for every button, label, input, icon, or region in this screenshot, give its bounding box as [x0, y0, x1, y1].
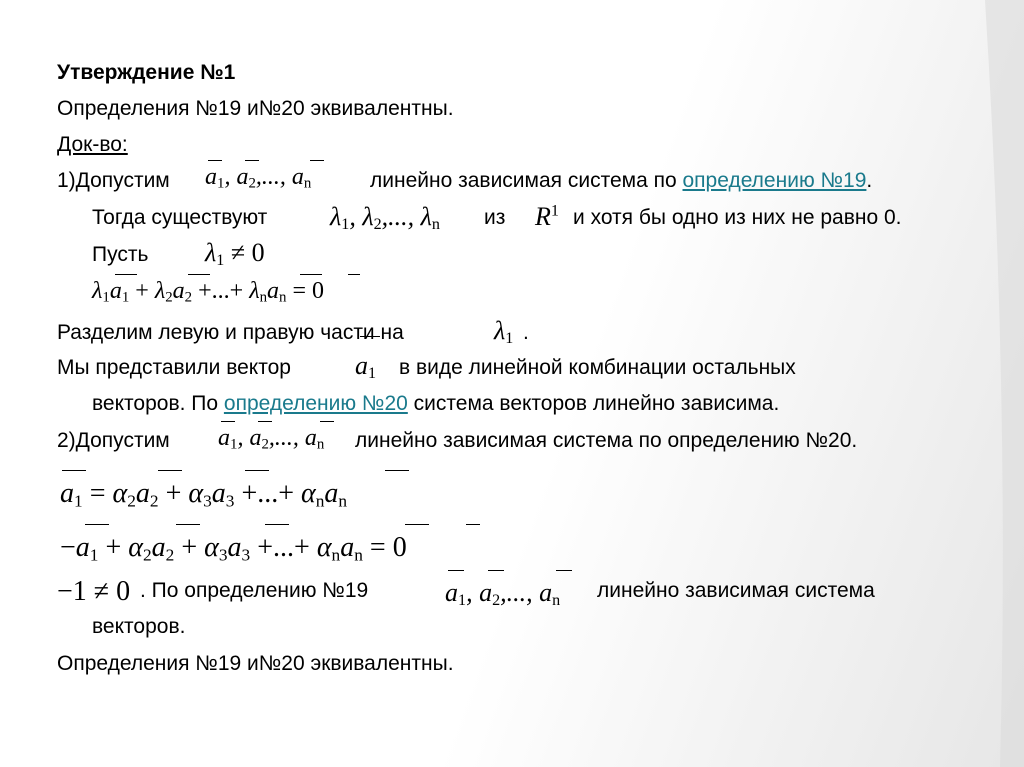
vector-bar [115, 274, 137, 275]
negated-combination-formula: $-a_1 + \alpha_2a_2 + \alpha_3a_3$ +...+ $\alpha_na_n = 0$ [60, 532, 407, 565]
vector-bar [488, 570, 504, 571]
vector-system-formula-1: $a_1$, $a_2$,..., $a_n$ [205, 164, 312, 192]
vector-bar [466, 524, 480, 525]
conclusion-text: Определения №19 и№20 эквивалентны. [57, 652, 454, 675]
vector-bar [448, 570, 464, 571]
vector-bar [176, 524, 200, 525]
part1-represented: Мы представили вектор [57, 356, 291, 379]
vector-bar [158, 470, 182, 471]
period: . [866, 169, 873, 192]
part1-let: Пусть [92, 243, 149, 266]
part1-vectors-by: векторов. По [92, 392, 219, 415]
vector-bar [360, 336, 380, 337]
vector-bar [245, 470, 269, 471]
vector-bar [188, 274, 210, 275]
part1-system-dependent: система векторов линейно зависима. [413, 392, 780, 415]
vector-bar [62, 470, 86, 471]
definition-20-link[interactable]: определению №20 [223, 392, 408, 415]
vector-system-formula-2: $a_1$, $a_2$,..., $a_n$ [218, 425, 325, 453]
part2-assume: 2)Допустим [57, 429, 170, 452]
a1-expansion-formula: $a_1 = \alpha_2a_2 + \alpha_3a_3$ +...+ $\alpha_na_n$ [60, 478, 348, 511]
r1-formula: $R^1$ [535, 202, 559, 231]
minus-one-nonzero-formula: −1 ≠ 0 [57, 576, 131, 607]
part1-then-exist: Тогда существуют [92, 206, 268, 229]
lambda1-formula: $\lambda_1$ [494, 316, 514, 348]
part1-dependent-text [370, 168, 872, 194]
vector-bar [348, 274, 360, 275]
vector-bar [300, 274, 322, 275]
part1-vectors-line [92, 391, 779, 417]
statement-heading: Утверждение №1 [57, 61, 236, 84]
vector-bar [310, 160, 324, 161]
vector-bar [245, 160, 259, 161]
part1-as-combination: в виде линейной комбинации остальных [399, 356, 796, 379]
linear-combination-zero-formula: $\lambda_1a_1 + \lambda_2a_2$ +...+ $\lambda_na_n = 0$ [92, 278, 325, 306]
vector-bar [320, 421, 334, 422]
definition-19-link[interactable]: определению №19 [682, 169, 867, 192]
vector-system-formula-3: $a_1$, $a_2$,..., $a_n$ [445, 578, 561, 610]
vector-bar [265, 524, 289, 525]
part1-from: из [484, 206, 506, 229]
vector-bar [385, 470, 409, 471]
vector-bar [405, 524, 429, 525]
part1-divide: Разделим левую и правую части на [57, 321, 404, 344]
proof-label: Док-во: [57, 133, 128, 156]
vector-bar [556, 570, 572, 571]
part2-dependent-system: линейно зависимая система [597, 579, 875, 602]
divide-dot: . [523, 321, 529, 344]
lambda1-nonzero-formula: $\lambda_1 \ne 0$ [205, 238, 265, 270]
part2-dependent-by20: линейно зависимая система по определению №20. [355, 429, 858, 452]
vector-bar [208, 160, 222, 161]
part1-assume: 1)Допустим [57, 169, 170, 192]
a1-formula: $a_1$ [355, 351, 377, 383]
part2-vectors: векторов. [92, 615, 186, 638]
lambda-list-formula: $\lambda_1$, $\lambda_2$,..., $\lambda_n$ [330, 202, 440, 234]
part2-by-def19: . По определению №19 [140, 579, 369, 602]
vector-bar [258, 421, 272, 422]
part1-at-least-one: и хотя бы одно из них не равно 0. [573, 206, 902, 229]
vector-bar [85, 524, 109, 525]
statement-text: Определения №19 и№20 эквивалентны. [57, 97, 454, 120]
vector-bar [221, 421, 235, 422]
part1-dependent-by: линейно зависимая система по [370, 169, 677, 192]
